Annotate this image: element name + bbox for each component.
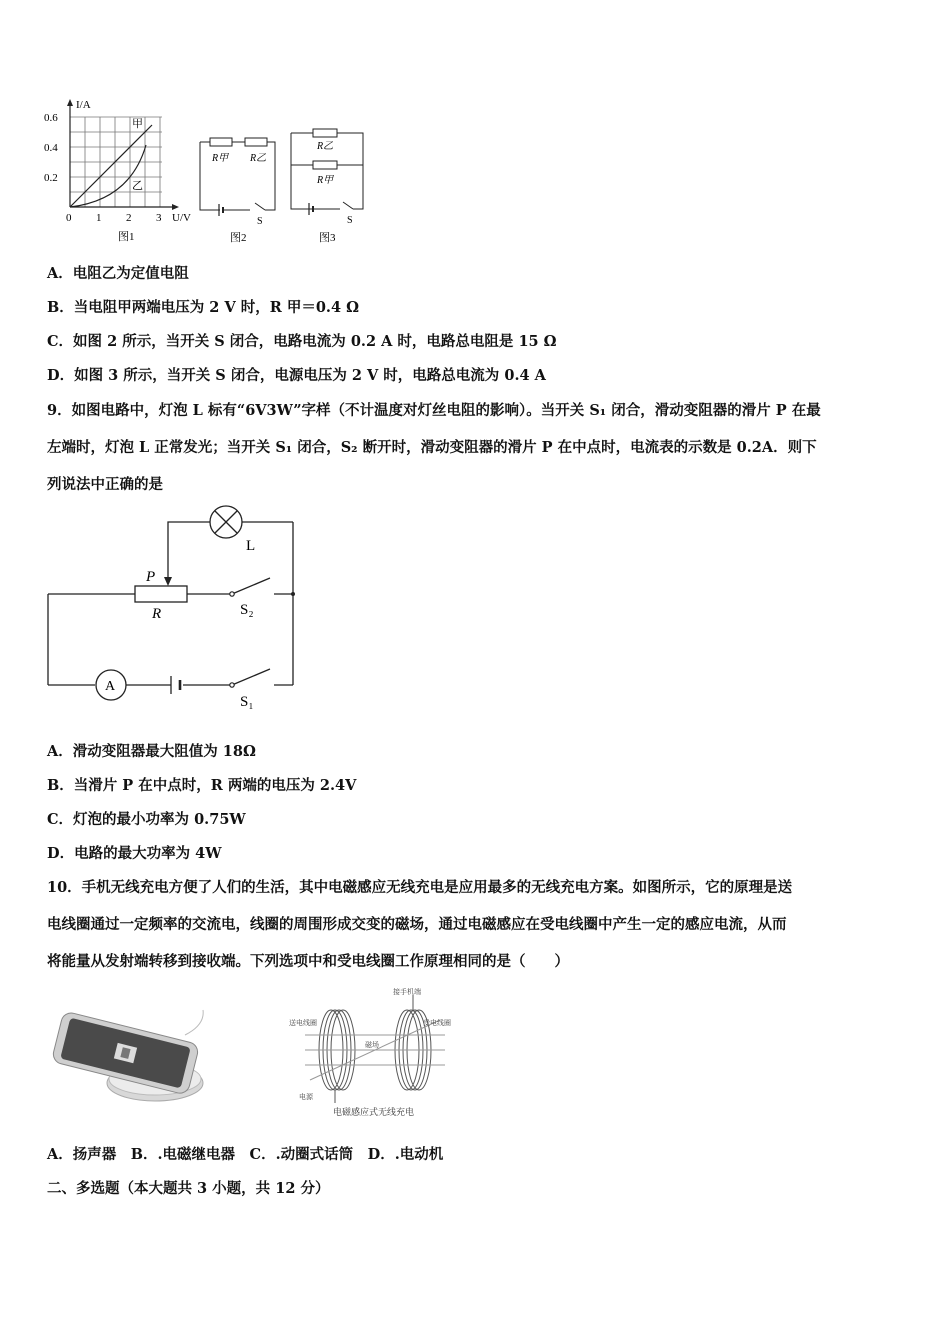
y-tick: 0.6	[44, 112, 58, 124]
q8-option-c: C．如图 2 所示，当开关 S 闭合，电路电流为 0.2 A 时，电路总电阻是 15 Ω	[47, 333, 557, 350]
curve-yi-label: 乙	[132, 180, 143, 192]
q9-option-a: A．滑动变阻器最大阻值为 18Ω	[47, 743, 256, 760]
q8-option-d: D．如图 3 所示，当开关 S 闭合，电源电压为 2 V 时，电路总电流为 0.4 A	[47, 367, 546, 384]
r-yi-label: R乙	[317, 141, 334, 152]
q9-circuit-diagram	[40, 500, 310, 720]
y-axis-label: I/A	[76, 99, 91, 111]
x-tick: 2	[126, 212, 132, 224]
q9-stem-line1: 9．如图电路中，灯泡 L 标有“6V3W”字样（不计温度对灯丝电阻的影响）。当开关 S₁ 闭合，滑动变阻器的滑片 P 在最	[47, 402, 821, 419]
q9-option-d: D．电路的最大功率为 4W	[47, 845, 222, 862]
q10-options: A．扬声器 B．.电磁继电器 C．.动圈式话筒 D．.电动机	[47, 1146, 444, 1163]
series-circuit-figure	[195, 130, 285, 245]
x-tick: 1	[96, 212, 102, 224]
q10-stem-line2: 电线圈通过一定频率的交流电，线圈的周围形成交变的磁场，通过电磁感应在受电线圈中产生一定的感应电流，从而	[47, 916, 787, 933]
q9-stem-line3: 列说法中正确的是	[47, 476, 163, 493]
coil-diagram	[285, 985, 460, 1120]
r-jia-label: R甲	[212, 153, 229, 164]
y-tick: 0.2	[44, 172, 58, 184]
y-tick: 0.4	[44, 142, 58, 154]
figure-caption: 图2	[230, 232, 247, 244]
resistor-yi	[245, 138, 267, 146]
x-axis-label: U/V	[172, 212, 191, 224]
q10-stem-line3: 将能量从发射端转移到接收端。下列选项中和受电线圈工作原理相同的是（ ）	[47, 953, 569, 970]
slider-arrow	[164, 577, 172, 586]
r-jia-label: R甲	[317, 175, 334, 186]
rheostat-label: R	[152, 606, 162, 622]
figure-caption: 图1	[118, 231, 135, 243]
phone-charger-illustration	[45, 1005, 205, 1110]
q8-option-b: B．当电阻甲两端电压为 2 V 时，R 甲＝0.4 Ω	[47, 299, 360, 316]
curve-yi	[70, 145, 146, 207]
coil-label-mid: 磁场	[365, 1041, 379, 1049]
ammeter-label: A	[105, 679, 116, 694]
resistor-jia	[210, 138, 232, 146]
r-yi-label: R乙	[250, 153, 267, 164]
q10-stem-line1: 10．手机无线充电方便了人们的生活，其中电磁感应无线充电是应用最多的无线充电方案。如图所示，它的原理是送	[47, 879, 793, 896]
resistor-yi	[313, 129, 337, 137]
rheostat-r	[135, 586, 187, 602]
x-tick: 3	[156, 212, 162, 224]
s1-label: S₁	[240, 694, 254, 710]
q8-option-a: A．电阻乙为定值电阻	[47, 265, 189, 282]
coil-label-left: 送电线圈	[289, 1019, 317, 1027]
figure-caption: 图3	[319, 232, 336, 244]
iu-graph-figure	[40, 95, 200, 245]
coil-label-top: 接手机端	[393, 988, 421, 996]
coil-label-source: 电源	[299, 1093, 313, 1101]
resistor-jia	[313, 161, 337, 169]
x-tick: 0	[66, 212, 72, 224]
section-heading: 二、多选题（本大题共 3 小题，共 12 分）	[47, 1180, 330, 1197]
curve-jia	[70, 125, 152, 207]
coil-label-right: 受电线圈	[423, 1019, 451, 1027]
slider-label: P	[146, 569, 156, 585]
switch-label: S	[347, 215, 353, 226]
q9-stem-line2: 左端时，灯泡 L 正常发光；当开关 S₁ 闭合，S₂ 断开时，滑动变阻器的滑片 P 在中点时，电流表的示数是 0.2A．则下	[47, 439, 817, 456]
lamp-label: L	[246, 538, 256, 554]
switch-label: S	[257, 216, 263, 227]
q9-option-b: B．当滑片 P 在中点时，R 两端的电压为 2.4V	[47, 777, 357, 794]
parallel-circuit-figure	[285, 125, 370, 245]
s2-label: S₂	[240, 602, 254, 618]
coil-caption: 电磁感应式无线充电	[333, 1107, 415, 1117]
curve-jia-label: 甲	[132, 118, 143, 130]
q9-option-c: C．灯泡的最小功率为 0.75W	[47, 811, 246, 828]
